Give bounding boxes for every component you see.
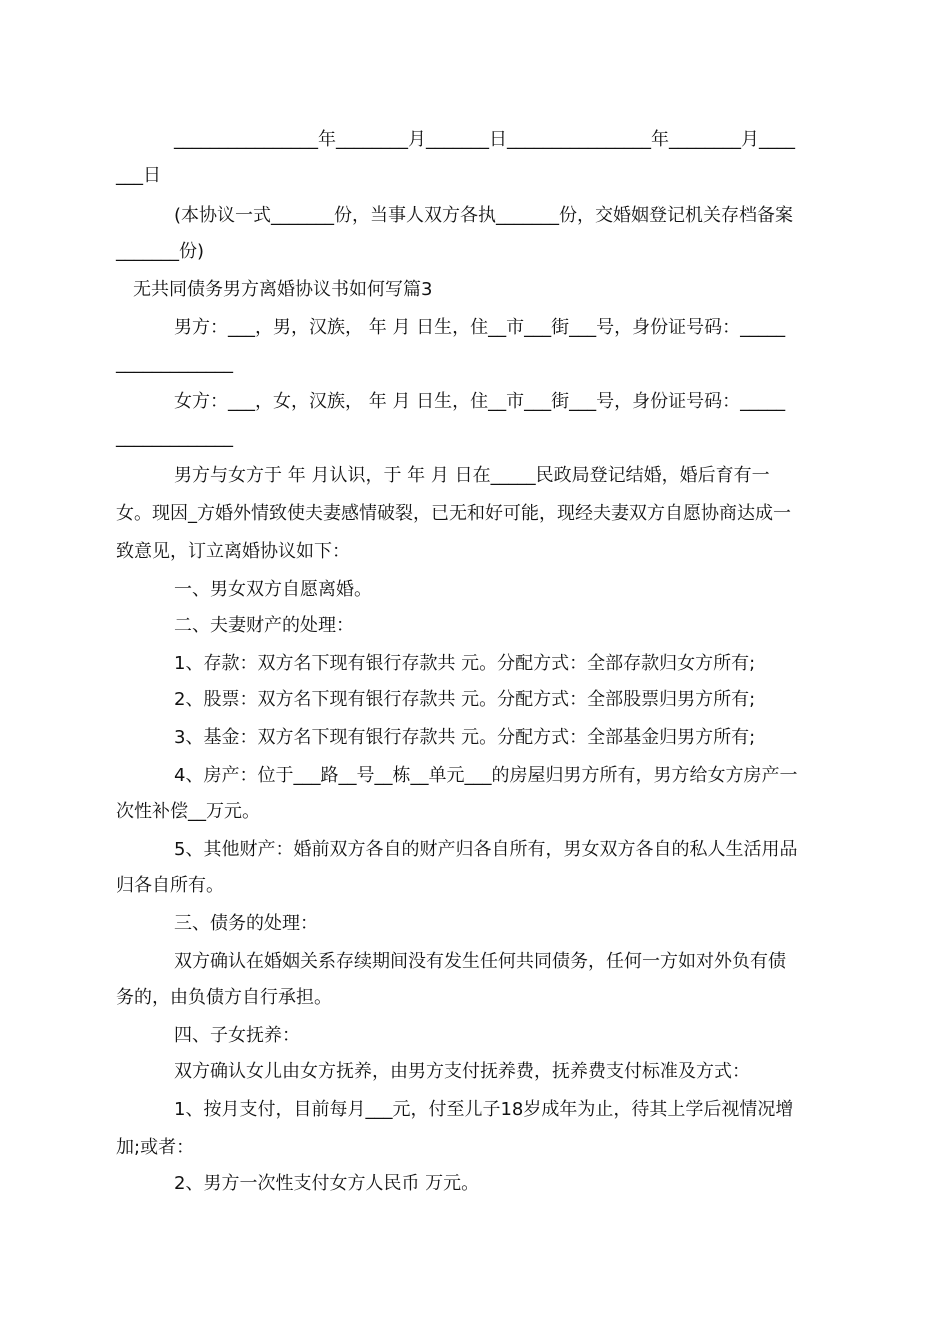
clause-1: 一、男女双方自愿离婚。 [174,579,372,600]
property-item-other: 5、其他财产：婚前双方各自的财产归各自所有，男女双方各自的私人生活用品 [174,839,798,860]
property-item-deposits: 1、存款：双方名下现有银行存款共 元。分配方式：全部存款归女方所有; [174,653,756,674]
custody-paragraph: 双方确认女儿由女方抚养，由男方支付抚养费，抚养费支付标准及方式： [174,1061,750,1082]
wife-info: 女方：___，女，汉族， 年 月 日生，住__市___街___号，身份证号码：_____ [174,391,786,412]
clause-4-heading: 四、子女抚养： [174,1025,300,1046]
copies-note: (本协议一式_______份，当事人双方各执_______份，交婚姻登记机关存档备案 [174,205,794,226]
property-item-house: 4、房产：位于___路__号__栋__单元___的房屋归男方所有，男方给女方房产一 [174,765,798,786]
property-item-funds: 3、基金：双方名下现有银行存款共 元。分配方式：全部基金归男方所有; [174,727,756,748]
property-item-stocks: 2、股票：双方名下现有银行存款共 元。分配方式：全部股票归男方所有; [174,689,756,710]
property-item-house-cont: 次性补偿__万元。 [116,801,260,822]
section-title: 无共同债务男方离婚协议书如何写篇3 [133,279,433,300]
husband-id-cont: _____________ [116,353,233,374]
husband-info: 男方：___，男，汉族， 年 月 日生，住__市___街___号，身份证号码：_____ [174,317,786,338]
date-signature-line: ________________年________月_______日________________年________月____ [174,129,795,150]
intro-paragraph-line-2: 女。现因_方婚外情致使夫妻感情破裂，已无和好可能，现经夫妻双方自愿协商达成一 [116,503,791,524]
intro-paragraph-line-3: 致意见，订立离婚协议如下： [116,541,350,562]
support-item-monthly: 1、按月支付，目前每月___元，付至儿子18岁成年为止，待其上学后视情况增 [174,1099,794,1120]
debt-paragraph-line-1: 双方确认在婚姻关系存续期间没有发生任何共同债务，任何一方如对外负有债 [174,951,786,972]
intro-paragraph-line-1: 男方与女方于 年 月认识，于 年 月 日在_____民政局登记结婚，婚后育有一 [174,465,770,486]
clause-2-heading: 二、夫妻财产的处理： [174,615,354,636]
support-item-monthly-cont: 加;或者： [116,1137,195,1158]
support-item-lump-sum: 2、男方一次性支付女方人民币 万元。 [174,1173,480,1194]
debt-paragraph-line-2: 务的，由负债方自行承担。 [116,987,332,1008]
copies-note-cont: _______份) [116,241,205,262]
wife-id-cont: _____________ [116,427,233,448]
date-signature-line-cont: ___日 [116,165,161,186]
clause-3-heading: 三、债务的处理： [174,913,318,934]
property-item-other-cont: 归各自所有。 [116,875,224,896]
